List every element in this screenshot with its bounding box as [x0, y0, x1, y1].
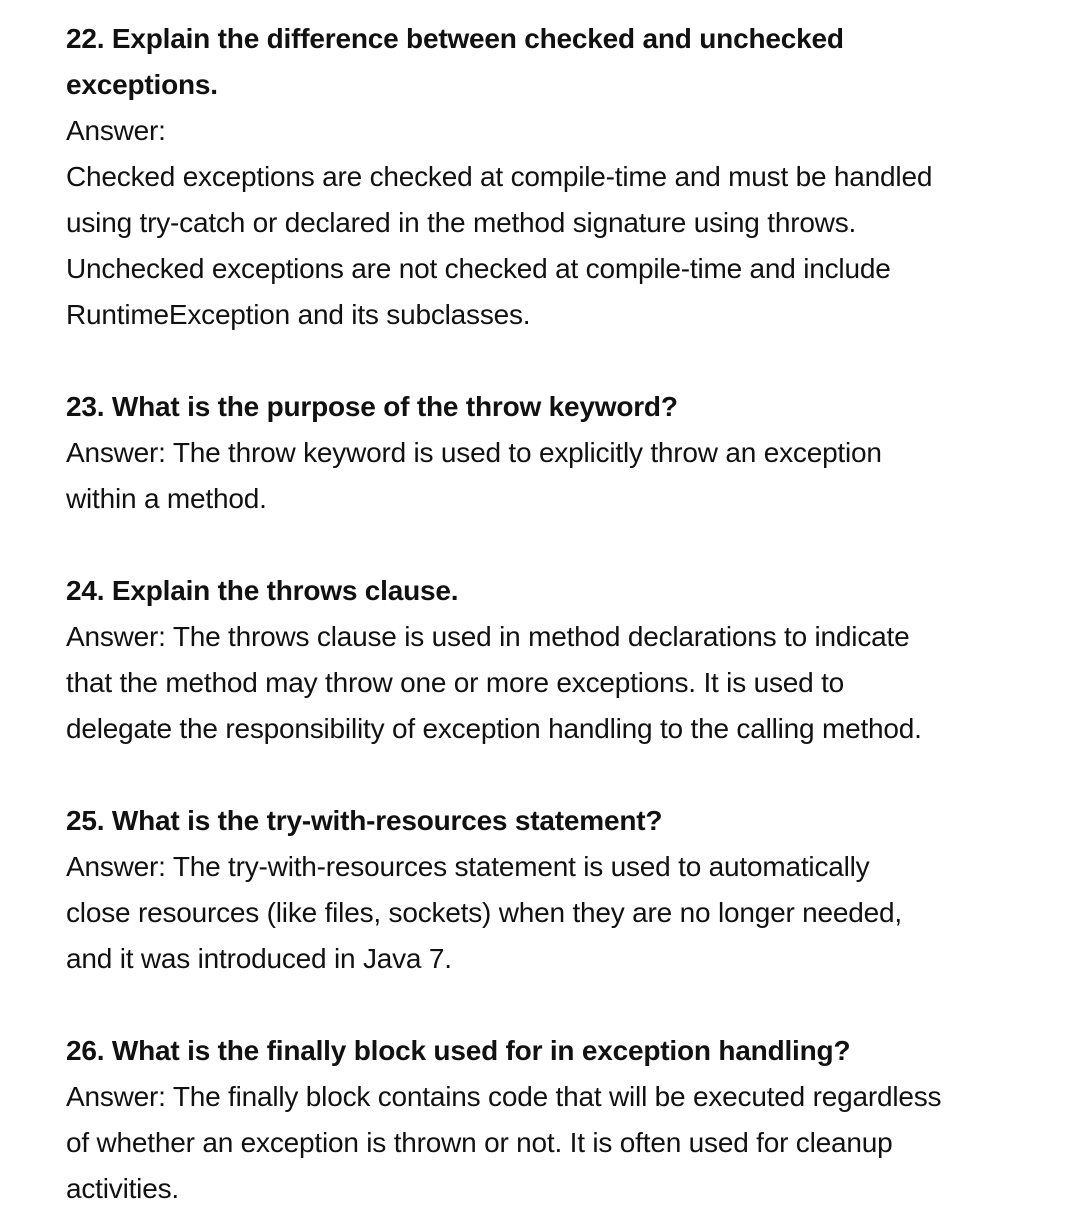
answer-line: Answer: The try-with-resources statement is used to automatically [66, 851, 870, 882]
answer-line: Answer: The throws clause is used in method declarations to indicate [66, 621, 910, 652]
answer-line: Unchecked exceptions are not checked at compile-time and include [66, 253, 891, 284]
answer-line: Answer: The finally block contains code that will be executed regardless [66, 1081, 942, 1112]
answer-line: that the method may throw one or more exceptions. It is used to [66, 667, 845, 698]
section-spacer [66, 752, 1056, 798]
document-page [66, 16, 1056, 1212]
answer-line: RuntimeException and its subclasses. [66, 299, 531, 330]
answer-line: activities. [66, 1173, 179, 1204]
question-line: 25. What is the try-with-resources statement? [66, 805, 663, 836]
qa-block-23 [66, 384, 1056, 522]
section-spacer [66, 522, 1056, 568]
answer-line: close resources (like files, sockets) when they are no longer needed, [66, 897, 902, 928]
qa-block-24 [66, 568, 1056, 752]
answer-line: Answer: [66, 115, 166, 146]
question-line: 24. Explain the throws clause. [66, 575, 459, 606]
answer-line: Checked exceptions are checked at compile-time and must be handled [66, 161, 933, 192]
qa-block-26 [66, 1028, 1056, 1212]
question-line: 23. What is the purpose of the throw keyword? [66, 391, 678, 422]
answer-line: using try-catch or declared in the method signature using throws. [66, 207, 857, 238]
question-line: 26. What is the finally block used for in exception handling? [66, 1035, 851, 1066]
answer-line: Answer: The throw keyword is used to explicitly throw an exception [66, 437, 882, 468]
section-spacer [66, 982, 1056, 1028]
question-line: exceptions. [66, 69, 218, 100]
section-spacer [66, 338, 1056, 384]
qa-block-22 [66, 16, 1056, 338]
answer-line: within a method. [66, 483, 267, 514]
qa-block-25 [66, 798, 1056, 982]
question-line: 22. Explain the difference between checked and unchecked [66, 23, 844, 54]
answer-line: delegate the responsibility of exception handling to the calling method. [66, 713, 922, 744]
answer-line: and it was introduced in Java 7. [66, 943, 452, 974]
answer-line: of whether an exception is thrown or not. It is often used for cleanup [66, 1127, 893, 1158]
